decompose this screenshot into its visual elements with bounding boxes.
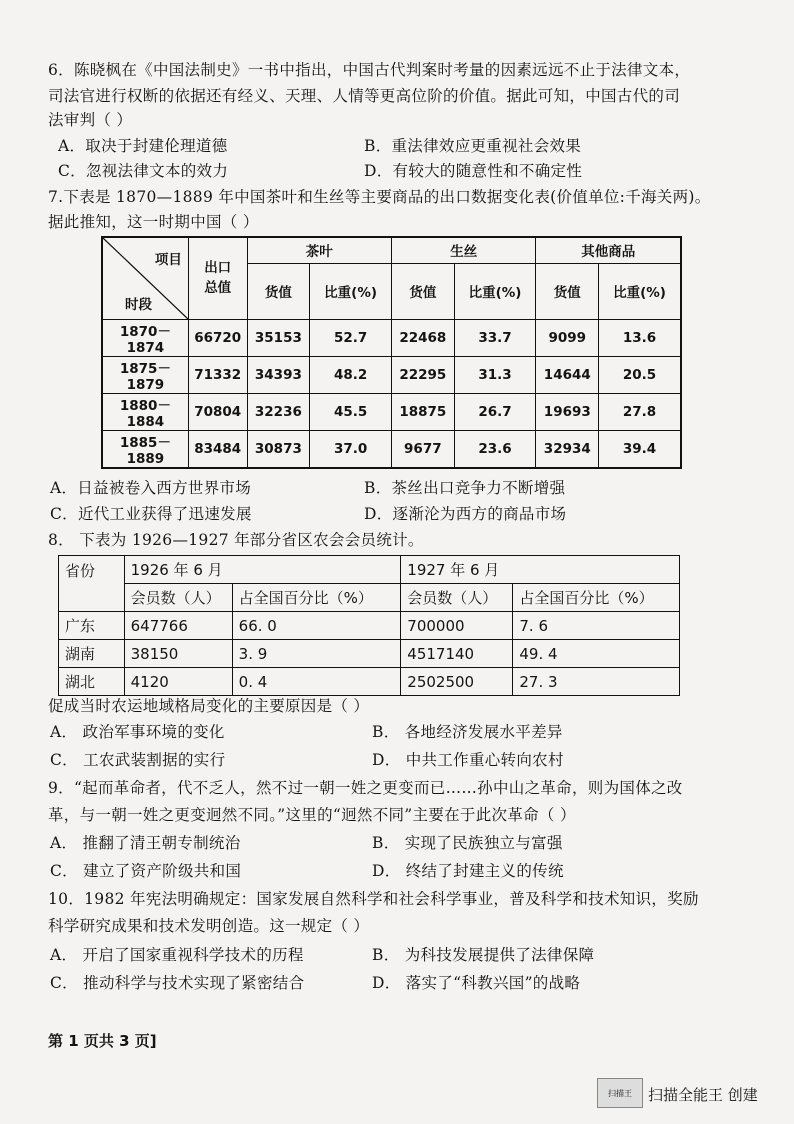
percent-header: 占全国百分比（%） bbox=[232, 584, 401, 612]
table-cell: 31.3 bbox=[454, 356, 536, 393]
table-cell: 35153 bbox=[247, 319, 310, 356]
table-row bbox=[59, 612, 680, 640]
table-cell: 9099 bbox=[536, 319, 599, 356]
period-cell: 1885－1889 bbox=[102, 430, 188, 468]
q9-option-b: B． 实现了民族独立与富强 bbox=[372, 834, 563, 852]
q10-option-a: A． 开启了国家重视科学技术的历程 bbox=[50, 946, 304, 964]
q6-option-a: A．取决于封建伦理道德 bbox=[58, 137, 228, 155]
table-cell: 22468 bbox=[392, 319, 455, 356]
q8-line2: 促成当时农运地域格局变化的主要原因是（ ） bbox=[48, 697, 370, 715]
scanner-logo: 扫描王 bbox=[597, 1078, 643, 1108]
table-cell: 27. 3 bbox=[513, 668, 680, 696]
table-row bbox=[59, 668, 680, 696]
export-total-header: 出口 总值 bbox=[188, 237, 247, 319]
table-cell: 9677 bbox=[392, 430, 455, 468]
province-cell: 湖北 bbox=[59, 668, 125, 696]
group-header-silk: 生丝 bbox=[392, 237, 536, 263]
table-cell: 4517140 bbox=[401, 640, 513, 668]
q6-line3: 法审判（ ） bbox=[48, 111, 133, 129]
q7-export-table bbox=[101, 236, 682, 469]
members-header: 会员数（人） bbox=[401, 584, 513, 612]
table-cell: 70804 bbox=[188, 393, 247, 430]
q7-line1: 7.下表是 1870—1889 年中国茶叶和生丝等主要商品的出口数据变化表(价值单位:千海关两)。 bbox=[48, 188, 711, 206]
q6-option-c: C．忽视法律文本的效力 bbox=[58, 162, 229, 180]
table-cell: 4120 bbox=[124, 668, 232, 696]
table-cell: 7. 6 bbox=[513, 612, 680, 640]
corner-bottom-label: 时段 bbox=[125, 296, 152, 313]
page-footer: 第 1 页共 3 页] bbox=[48, 1032, 157, 1050]
q8-membership-table bbox=[58, 555, 680, 696]
group-header-tea: 茶叶 bbox=[247, 237, 391, 263]
percent-header: 占全国百分比（%） bbox=[513, 584, 680, 612]
province-cell: 湖南 bbox=[59, 640, 125, 668]
q9-line1: 9．“起而革命者，代不乏人，然不过一朝一姓之更变而已……孙中山之革命，则为国体之改 bbox=[48, 779, 683, 797]
table-cell: 32236 bbox=[247, 393, 310, 430]
q10-line2: 科学研究成果和技术发明创造。这一规定（ ） bbox=[48, 917, 370, 935]
sub-header-value: 货值 bbox=[392, 263, 455, 319]
table-row bbox=[102, 393, 681, 430]
sub-header-ratio: 比重(%) bbox=[599, 263, 681, 319]
sub-header-ratio: 比重(%) bbox=[310, 263, 392, 319]
table-cell: 647766 bbox=[124, 612, 232, 640]
q7-option-d: D．逐渐沦为西方的商品市场 bbox=[364, 505, 567, 523]
table-cell: 0. 4 bbox=[232, 668, 401, 696]
q10-line1: 10．1982 年宪法明确规定：国家发展自然科学和社会科学事业，普及科学和技术知识，奖励 bbox=[48, 890, 699, 908]
q6-line2: 司法官进行权断的依据还有经义、天理、人情等更高位阶的价值。据此可知，中国古代的司 bbox=[48, 87, 681, 105]
table-row bbox=[102, 356, 681, 393]
table-cell: 18875 bbox=[392, 393, 455, 430]
province-header: 省份 bbox=[59, 556, 125, 612]
q9-option-d: D． 终结了封建主义的传统 bbox=[372, 862, 564, 880]
q7-option-a: A．日益被卷入西方世界市场 bbox=[50, 479, 252, 497]
table-cell: 22295 bbox=[392, 356, 455, 393]
table-cell: 83484 bbox=[188, 430, 247, 468]
members-header: 会员数（人） bbox=[124, 584, 232, 612]
q8-option-c: C． 工农武装割据的实行 bbox=[50, 751, 226, 769]
period-1927-header: 1927 年 6 月 bbox=[401, 556, 680, 584]
table-cell: 26.7 bbox=[454, 393, 536, 430]
table-cell: 48.2 bbox=[310, 356, 392, 393]
q9-line2: 革，与一朝一姓之更变迥然不同。”这里的“迥然不同”主要在于此次革命（ ） bbox=[48, 806, 576, 824]
table-cell: 20.5 bbox=[599, 356, 681, 393]
table-cell: 19693 bbox=[536, 393, 599, 430]
q6-option-d: D．有较大的随意性和不确定性 bbox=[364, 162, 583, 180]
table-cell: 23.6 bbox=[454, 430, 536, 468]
table-cell: 30873 bbox=[247, 430, 310, 468]
table-row bbox=[59, 640, 680, 668]
q10-option-d: D． 落实了“科教兴国”的战略 bbox=[372, 974, 581, 992]
q7-line2: 据此推知，这一时期中国（ ） bbox=[48, 213, 259, 231]
table-cell: 27.8 bbox=[599, 393, 681, 430]
period-cell: 1880－1884 bbox=[102, 393, 188, 430]
q8-option-b: B． 各地经济发展水平差异 bbox=[372, 723, 563, 741]
table-cell: 32934 bbox=[536, 430, 599, 468]
table-cell: 700000 bbox=[401, 612, 513, 640]
scanner-watermark: 扫描全能王 创建 bbox=[648, 1086, 758, 1104]
sub-header-value: 货值 bbox=[536, 263, 599, 319]
q8-line1: 8． 下表为 1926—1927 年部分省区农会会员统计。 bbox=[48, 531, 424, 549]
q8-option-a: A． 政治军事环境的变化 bbox=[50, 723, 225, 741]
table-cell: 13.6 bbox=[599, 319, 681, 356]
q9-option-a: A． 推翻了清王朝专制统治 bbox=[50, 834, 241, 852]
province-cell: 广东 bbox=[59, 612, 125, 640]
q7-corner-cell bbox=[102, 237, 188, 319]
table-cell: 49. 4 bbox=[513, 640, 680, 668]
table-cell: 71332 bbox=[188, 356, 247, 393]
q6-option-b: B．重法律效应更重视社会效果 bbox=[364, 137, 582, 155]
table-cell: 52.7 bbox=[310, 319, 392, 356]
table-cell: 2502500 bbox=[401, 668, 513, 696]
table-cell: 38150 bbox=[124, 640, 232, 668]
q6-line1: 6．陈晓枫在《中国法制史》一书中指出，中国古代判案时考量的因素远远不止于法律文本， bbox=[48, 61, 691, 79]
q9-option-c: C． 建立了资产阶级共和国 bbox=[50, 862, 242, 880]
q8-option-d: D． 中共工作重心转向农村 bbox=[372, 751, 564, 769]
table-cell: 39.4 bbox=[599, 430, 681, 468]
table-cell: 66. 0 bbox=[232, 612, 401, 640]
table-cell: 14644 bbox=[536, 356, 599, 393]
period-cell: 1875－1879 bbox=[102, 356, 188, 393]
q7-option-c: C．近代工业获得了迅速发展 bbox=[50, 505, 252, 523]
table-cell: 3. 9 bbox=[232, 640, 401, 668]
q10-option-c: C． 推动科学与技术实现了紧密结合 bbox=[50, 974, 305, 992]
period-cell: 1870－1874 bbox=[102, 319, 188, 356]
table-cell: 66720 bbox=[188, 319, 247, 356]
table-row bbox=[102, 319, 681, 356]
q10-option-b: B． 为科技发展提供了法律保障 bbox=[372, 946, 595, 964]
period-1926-header: 1926 年 6 月 bbox=[124, 556, 401, 584]
sub-header-value: 货值 bbox=[247, 263, 310, 319]
table-row bbox=[102, 430, 681, 468]
group-header-other: 其他商品 bbox=[536, 237, 681, 263]
table-cell: 33.7 bbox=[454, 319, 536, 356]
table-cell: 45.5 bbox=[310, 393, 392, 430]
table-cell: 37.0 bbox=[310, 430, 392, 468]
sub-header-ratio: 比重(%) bbox=[454, 263, 536, 319]
q7-option-b: B．茶丝出口竞争力不断增强 bbox=[364, 479, 566, 497]
table-cell: 34393 bbox=[247, 356, 310, 393]
corner-top-label: 项目 bbox=[154, 252, 182, 268]
